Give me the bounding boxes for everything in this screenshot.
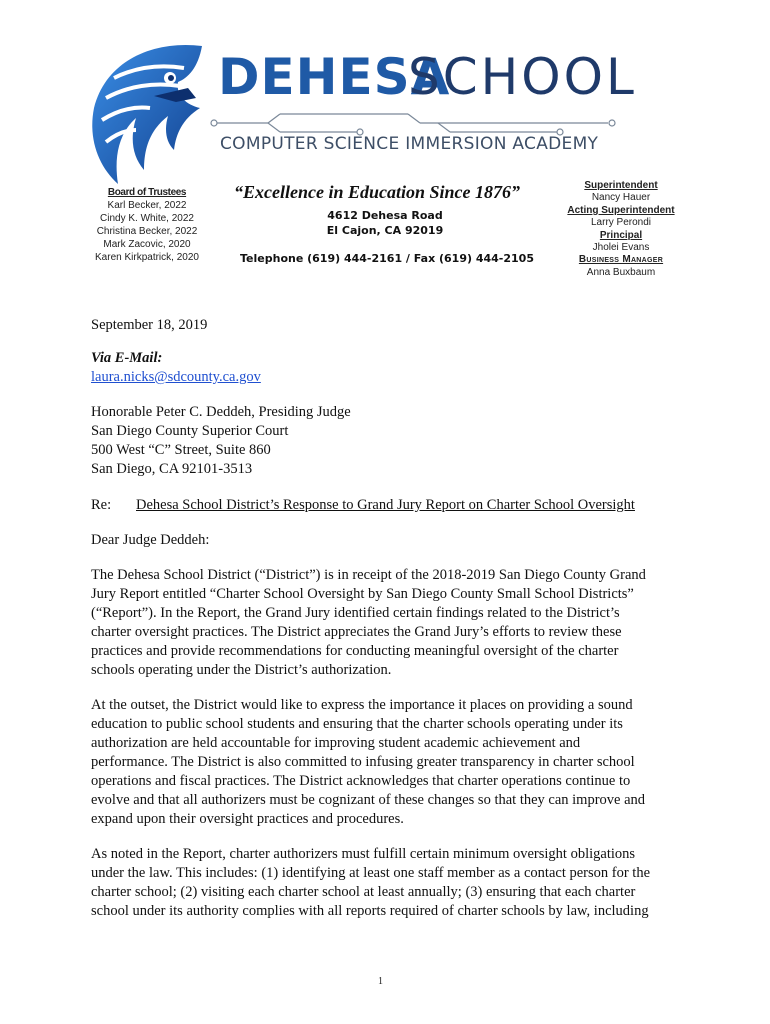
email-link[interactable]: laura.nicks@sdcounty.ca.gov [91,369,261,385]
business-manager-name: Anna Buxbaum [586,266,656,278]
paragraph-line: schools operating under the District’s authorization. [91,662,392,678]
address-line: 4612 Dehesa Road [327,209,443,222]
paragraph-line: school under its authority complies with all reports required of charter schools by law, including [91,903,649,919]
phone-fax: Telephone (619) 444-2161 / Fax (619) 444-2105 [240,252,534,265]
paragraph-line: evolve and that all authorizers must be cognizant of these changes so that they can improve and [91,792,646,808]
paragraph-line: The Dehesa School District (“District”) is in receipt of the 2018-2019 San Diego County Grand [91,567,646,583]
circuit-line-decoration [208,110,628,136]
academy-tagline: COMPUTER SCIENCE IMMERSION ACADEMY [220,134,599,154]
subject-text: Dehesa School District’s Response to Grand Jury Report on Charter School Oversight [136,497,635,513]
recipient-line: San Diego, CA 92101-3513 [91,461,253,477]
recipient-line: Honorable Peter C. Deddeh, Presiding Judge [91,404,351,420]
board-member: Cindy K. White, 2022 [100,213,194,224]
page-number: 1 [378,976,383,987]
principal-name: Jholei Evans [592,242,650,254]
principal-title: Principal [599,229,643,241]
motto: “Excellence in Education Since 1876” [234,182,520,202]
recipient-address [91,403,691,479]
superintendent-name: Nancy Hauer [591,192,651,204]
paragraph-line: At the outset, the District would like to express the importance it places on providing a sound [91,697,633,713]
paragraph-line: education to public school students and ensuring that the charter schools operating under its [91,716,623,732]
paragraph-line: Jury Report entitled “Charter School Oversight by San Diego County Small School Districts” [91,586,634,602]
recipient-line: 500 West “C” Street, Suite 860 [91,442,271,458]
body-paragraph [91,845,691,921]
brand-name-light: SCHOOL [408,48,637,106]
paragraph-line: As noted in the Report, charter authorizers must fulfill certain minimum oversight obligations [91,846,636,862]
board-member: Mark Zacovic, 2020 [103,239,191,250]
body-paragraph [91,566,691,680]
superintendent-title: Superintendent [584,180,658,191]
paragraph-line: authorization are held accountable for improving student academic achievement and [91,735,581,751]
subject-label: Re: [91,497,112,513]
paragraph-line: practices and provide recommendations for conducting meaningful oversight of the charter [91,643,619,659]
eagle-logo-icon [84,38,214,188]
board-heading: Board of Trustees [107,187,187,198]
board-member: Karen Kirkpatrick, 2020 [95,252,199,263]
administration-list [562,180,680,279]
salutation: Dear Judge Deddeh: [91,532,210,548]
board-member: Karl Becker, 2022 [107,200,187,211]
paragraph-line: charter school; (2) visiting each charter school at least annually; (3) ensuring that each charter [91,884,636,900]
brand-name-bold: DEHESA [218,48,451,106]
subject-line [91,496,691,515]
board-of-trustees [88,186,206,264]
address-line: El Cajon, CA 92019 [326,224,444,237]
body-paragraph [91,696,691,829]
letter-date: September 18, 2019 [91,317,208,333]
paragraph-line: operations and fiscal practices. The District acknowledges that charter operations continue to [91,773,631,789]
letter-body [91,316,691,921]
paragraph-line: under the law. This includes: (1) identifying at least one staff member as a contact person for the [91,865,651,881]
paragraph-line: expand upon their oversight practices and procedures. [91,811,404,827]
school-address [300,208,470,238]
business-manager-title: Business Manager [578,254,664,266]
acting-superintendent-name: Larry Perondi [590,217,652,229]
paragraph-line: charter oversight practices. The District appreciates the Grand Jury’s efforts to review these [91,624,622,640]
delivery-method: Via E-Mail: [91,350,163,366]
paragraph-line: performance. The District is also committed to infusing greater transparency in charter school [91,754,635,770]
board-member: Christina Becker, 2022 [96,226,198,237]
acting-superintendent-title: Acting Superintendent [567,204,675,216]
paragraph-line: (“Report”). In the Report, the Grand Jury identified certain findings related to the District’s [91,605,620,621]
recipient-line: San Diego County Superior Court [91,423,289,439]
